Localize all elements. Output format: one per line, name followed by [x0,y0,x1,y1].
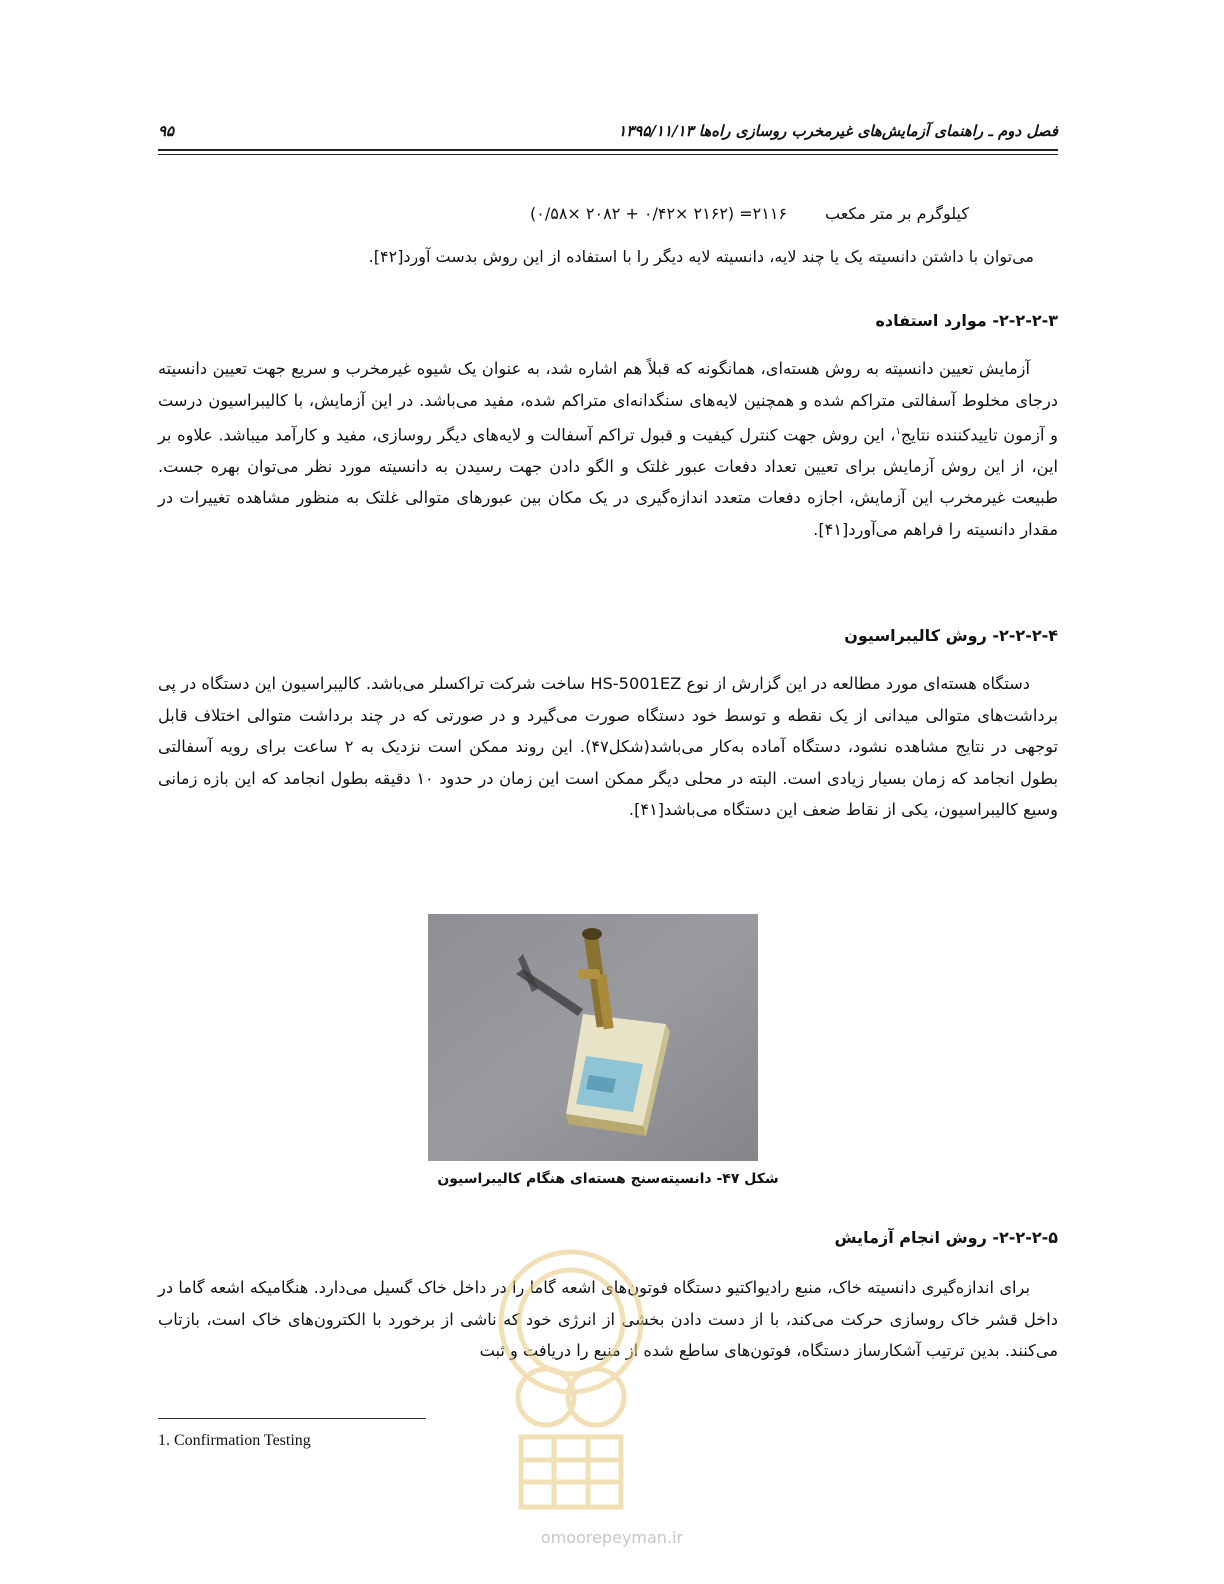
section-heading-uses: ۲-۲-۲-۳- موارد استفاده [875,311,1058,330]
section-body-procedure: برای اندازه‌گیری دانسیته خاک، منبع رادیواکتیو دستگاه فوتون‌های اشعه گاما را در داخل خاک گسیل می‌دارد. هنگامیکه اشعه گاما در داخل قشر خاک روسازی حرکت می‌کند، با از دست دادن بخشی از انرژی خود که ناشی از برخورد با الکترون‌های خاک است، بازتاب می‌کنند. بدین ترتیب آشکارساز دستگاه، فوتون‌های ساطع شده از منبع را دریافت و ثبت [158,1278,1058,1360]
header-chapter-title: فصل دوم ـ راهنمای آزمایش‌های غیرمخرب روسازی راه‌ها ۱۳۹۵/۱۱/۱۳ [618,122,1058,140]
footnote: 1. Confirmation Testing [158,1432,311,1449]
uses-text-cont: ، این روش جهت کنترل کیفیت و قبول تراکم آسفالت و لایه‌های دیگر روسازی، مفید و کارآمد میباشد. علاوه بر این، از این روش آزمایش برای تعیین تعداد دفعات عبور غلتک و الگو دادن جهت رسیدن به دانسیته مورد نظر می‌توان بهره جست. طبیعت غیرمخرب این آزمایش، اجازه دفعات متعدد اندازه‌گیری در یک مکان بین عبورهای متوالی غلتک به منظور مشاهده تغییرات در مقدار دانسیته را فراهم می‌آورد[۴۱]. [158,425,1058,539]
section-body-calibration: دستگاه هسته‌ای مورد مطالعه در این گزارش از نوع HS-5001EZ ساخت شرکت تراکسلر می‌باشد. کالیبراسیون این دستگاه در پی برداشت‌های متوالی میدانی از یک نقطه و توسط خود دستگاه صورت می‌گیرد و در صورتی که در چند برداشت متوالی اختلاف قابل توجهی در نتایج مشاهده نشود، دستگاه آماده به‌کار می‌باشد(شکل۴۷). این روند ممکن است نزدیک به ۲ ساعت برای رویه آسفالتی بطول انجامد که زمان بسیار زیادی است. البته در محلی دیگر ممکن است این زمان در حدود ۱۰ دقیقه بطول انجامد که این بازه زمانی وسیع کالیبراسیون، یکی از نقاط ضعف این دستگاه می‌باشد[۴۱]. [158,674,1058,819]
density-formula [530,204,969,223]
header-rule-thin [158,154,1058,155]
formula-unit: کیلوگرم بر متر مکعب [825,204,969,223]
watermark-url: omoorepeyman.ir [540,1528,684,1547]
section-body-uses [158,353,1058,545]
header-rule-thick [158,149,1058,151]
page-number: ۹۵ [158,122,175,140]
nuclear-gauge-photo [428,914,758,1161]
running-header [158,122,1058,148]
watermark-logo [486,1222,656,1522]
figure-caption: شکل ۴۷- دانسیته‌سنج هسته‌ای هنگام کالیبراسیون [437,1171,779,1187]
footnote-marker: ۱ [895,426,901,437]
section-heading-calibration: ۲-۲-۲-۴- روش کالیبراسیون [844,626,1058,645]
intro-line: می‌توان با داشتن دانسیته یک یا چند لایه، دانسیته لایه دیگر را با استفاده از این روش بدست آورد[۴۲]. [368,247,1034,266]
formula-expression: ۲۱۱۶= (۲۱۶۲ ×۰/۴۲ + ۲۰۸۲ ×۰/۵۸) [530,204,788,223]
uses-text: آزمایش تعیین دانسیته به روش هسته‌ای، همانگونه که قبلاً هم اشاره شد، به عنوان یک شیوه غیرمخرب و سریع جهت تعیین دانسیته درجای مخلوط آسفالتی متراکم شده و همچنین لایه‌های سنگدانه‌ای متراکم شده، مفید می‌باشد. در این آزمایش، با کالیبراسیون درست و آزمون تاییدکننده نتایج [158,359,1058,445]
footnote-rule [158,1418,426,1419]
section-heading-procedure: ۲-۲-۲-۵- روش انجام آزمایش [834,1228,1058,1247]
